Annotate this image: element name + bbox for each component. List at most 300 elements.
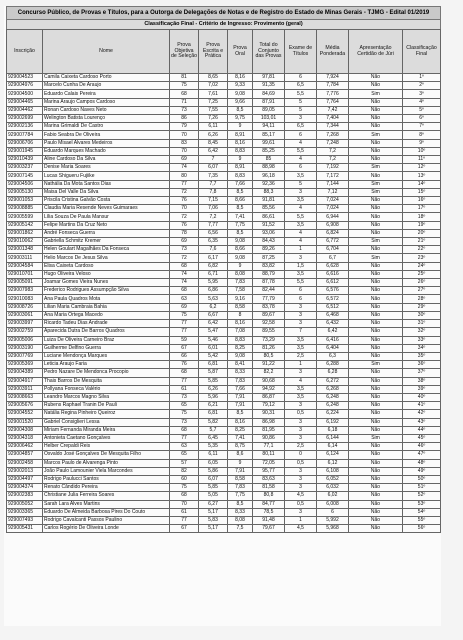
cell-prova-escrita: 6,71 [199, 270, 228, 278]
cell-prova-escrita: 5,17 [199, 525, 228, 533]
cell-media: 6,14 [317, 443, 349, 451]
table-row [7, 328, 441, 336]
cell-prova-oral: 7,41 [228, 213, 253, 221]
table-row [7, 352, 441, 360]
cell-prova-escrita: 6,42 [199, 147, 228, 155]
cell-titulos: 5,5 [285, 213, 317, 221]
cell-nome: Welington Batista Lourenço [43, 115, 170, 123]
cell-total: 86,61 [253, 213, 285, 221]
cell-classificacao: 30º [403, 311, 441, 319]
cell-inscricao: 929008726 [7, 303, 43, 311]
header-certidao-juri: Apresentação Certidão de Júri [349, 30, 403, 74]
cell-classificacao: 37º [403, 369, 441, 377]
cell-prova-oral: 8,08 [228, 270, 253, 278]
cell-classificacao: 54º [403, 508, 441, 516]
cell-total: 77,79 [253, 295, 285, 303]
cell-inscricao: 929007983 [7, 287, 43, 295]
cell-titulos: 3,5 [285, 336, 317, 344]
cell-prova-oral: 8,66 [228, 197, 253, 205]
cell-nome: João Paulo Lamounier Viela Marcondes [43, 467, 170, 475]
cell-media: 6,7 [317, 254, 349, 262]
cell-prova-escrita: 6,2 [199, 303, 228, 311]
cell-classificacao: 26º [403, 279, 441, 287]
cell-titulos: 5,5 [285, 90, 317, 98]
cell-prova-objetiva: 63 [170, 295, 199, 303]
cell-prova-objetiva: 76 [170, 361, 199, 369]
cell-nome: Camila Caixeta Cardoso Porto [43, 74, 170, 82]
cell-media: 6,3 [317, 352, 349, 360]
table-row [7, 131, 441, 139]
cell-nome: Eduardo De Almeida Barbosa Pires Do Couto [43, 508, 170, 516]
cell-inscricao: 929007493 [7, 516, 43, 524]
cell-media: 6,572 [317, 295, 349, 303]
cell-total: 91,35 [253, 82, 285, 90]
table-row [7, 516, 441, 524]
cell-prova-escrita: 7,06 [199, 205, 228, 213]
cell-nome: Lilian Maria Cambraia Bahia [43, 303, 170, 311]
header-total: Total do Conjunto das Provas [253, 30, 285, 74]
cell-prova-escrita: 6,86 [199, 287, 228, 295]
cell-nome: Marcelo Cunha De Araujo [43, 82, 170, 90]
cell-media: 6,824 [317, 229, 349, 237]
cell-prova-oral: 8,33 [228, 369, 253, 377]
cell-prova-escrita: 5,87 [199, 369, 228, 377]
cell-classificacao: 22º [403, 246, 441, 254]
cell-titulos: 7 [285, 328, 317, 336]
cell-prova-objetiva: 73 [170, 393, 199, 401]
cell-titulos: 0,5 [285, 459, 317, 467]
cell-media: 6,224 [317, 410, 349, 418]
table-row [7, 123, 441, 131]
table-row [7, 525, 441, 533]
cell-prova-objetiva: 77 [170, 516, 199, 524]
cell-prova-oral: 9,75 [228, 115, 253, 123]
cell-total: 80,5 [253, 352, 285, 360]
cell-nome: Carlos Rogério De Oliveira Londe [43, 525, 170, 533]
cell-total: 94,11 [253, 123, 285, 131]
cell-inscricao: 929003190 [7, 344, 43, 352]
table-row [7, 180, 441, 188]
cell-certidao-juri: Não [349, 106, 403, 114]
cell-media: 7,192 [317, 164, 349, 172]
table-row [7, 262, 441, 270]
cell-prova-escrita: 6,26 [199, 131, 228, 139]
cell-nome: Marina Grimaldi De Castro [43, 123, 170, 131]
cell-prova-escrita: 6,67 [199, 311, 228, 319]
cell-prova-oral: 9,08 [228, 90, 253, 98]
table-row [7, 90, 441, 98]
cell-prova-oral: 7,66 [228, 180, 253, 188]
cell-total: 85,17 [253, 131, 285, 139]
cell-total: 85,25 [253, 147, 285, 155]
cell-inscricao: 929003237 [7, 164, 43, 172]
cell-total: 90,68 [253, 377, 285, 385]
cell-certidao-juri: Não [349, 475, 403, 483]
cell-titulos: 3 [285, 426, 317, 434]
cell-certidao-juri: Não [349, 328, 403, 336]
cell-certidao-juri: Não [349, 115, 403, 123]
cell-prova-oral: 8,66 [228, 246, 253, 254]
cell-prova-objetiva: 75 [170, 410, 199, 418]
cell-titulos: 3 [285, 254, 317, 262]
cell-prova-objetiva: 75 [170, 484, 199, 492]
cell-certidao-juri: Não [349, 467, 403, 475]
cell-media: 7,924 [317, 74, 349, 82]
table-row [7, 320, 441, 328]
cell-certidao-juri: Não [349, 426, 403, 434]
cell-classificacao: 9º [403, 139, 441, 147]
cell-prova-oral: 7,75 [228, 221, 253, 229]
cell-certidao-juri: Não [349, 410, 403, 418]
cell-total: 82,2 [253, 369, 285, 377]
cell-inscricao: 929007784 [7, 131, 43, 139]
cell-prova-objetiva: 75 [170, 311, 199, 319]
cell-nome: Leticia Araujo Faria [43, 361, 170, 369]
cell-classificacao: 32º [403, 328, 441, 336]
cell-prova-oral: 7,83 [228, 377, 253, 385]
cell-total: 85,56 [253, 205, 285, 213]
cell-certidao-juri: Não [349, 393, 403, 401]
cell-titulos: 2,5 [285, 443, 317, 451]
cell-prova-escrita: 6,56 [199, 229, 228, 237]
table-row [7, 385, 441, 393]
cell-total: 96,18 [253, 172, 285, 180]
cell-nome: Frederico Rodrigues Assumpção Silva [43, 287, 170, 295]
cell-inscricao: 929005431 [7, 525, 43, 533]
header-prova-objetiva: Prova Objetiva de Seleção [170, 30, 199, 74]
cell-media: 7,144 [317, 180, 349, 188]
header-prova-escrita: Prova Escrita e Prática [199, 30, 228, 74]
cell-nome: Thais Barros De Mesquita [43, 377, 170, 385]
cell-inscricao: 929004389 [7, 369, 43, 377]
cell-classificacao: 46º [403, 443, 441, 451]
cell-titulos: 3 [285, 320, 317, 328]
cell-inscricao: 929001348 [7, 246, 43, 254]
table-row [7, 246, 441, 254]
cell-classificacao: 52º [403, 492, 441, 500]
cell-classificacao: 48º [403, 459, 441, 467]
cell-nome: Priscila Cristina Galvão Costa [43, 197, 170, 205]
table-row [7, 156, 441, 164]
cell-certidao-juri: Não [349, 213, 403, 221]
cell-inscricao: 929005130 [7, 188, 43, 196]
cell-inscricao: 929010439 [7, 156, 43, 164]
cell-prova-objetiva: 73 [170, 106, 199, 114]
cell-total: 85 [253, 156, 285, 164]
cell-prova-oral: 8,33 [228, 508, 253, 516]
cell-total: 78,5 [253, 508, 285, 516]
cell-prova-oral: 8,25 [228, 344, 253, 352]
cell-certidao-juri: Sim [349, 90, 403, 98]
cell-prova-oral: 8,08 [228, 516, 253, 524]
cell-titulos: 0 [285, 451, 317, 459]
cell-media: 5,992 [317, 516, 349, 524]
cell-media: 7,784 [317, 82, 349, 90]
cell-inscricao: 929002136 [7, 123, 43, 131]
cell-prova-objetiva: 74 [170, 270, 199, 278]
cell-prova-oral: 9,66 [228, 98, 253, 106]
cell-prova-objetiva: 79 [170, 123, 199, 131]
cell-prova-escrita: 6,07 [199, 475, 228, 483]
cell-total: 89,55 [253, 328, 285, 336]
table-row [7, 402, 441, 410]
cell-media: 7,172 [317, 172, 349, 180]
cell-inscricao: 929004500 [7, 90, 43, 98]
cell-prova-objetiva: 60 [170, 475, 199, 483]
cell-prova-oral: 8 [228, 311, 253, 319]
cell-titulos: 2,5 [285, 352, 317, 360]
cell-prova-objetiva: 75 [170, 82, 199, 90]
cell-certidao-juri: Não [349, 82, 403, 90]
cell-classificacao: 21º [403, 238, 441, 246]
cell-inscricao: 929008663 [7, 393, 43, 401]
cell-prova-objetiva: 76 [170, 197, 199, 205]
cell-classificacao: 31º [403, 320, 441, 328]
cell-certidao-juri: Não [349, 484, 403, 492]
cell-nome: André Fonseca Guerra [43, 229, 170, 237]
cell-titulos: 4 [285, 156, 317, 164]
table-header-row [7, 30, 441, 74]
cell-nome: Pedro Nazare De Mendonca Procopio [43, 369, 170, 377]
cell-inscricao: 929003911 [7, 385, 43, 393]
table-row [7, 475, 441, 483]
cell-inscricao: 929004318 [7, 434, 43, 442]
cell-media: 6,248 [317, 402, 349, 410]
cell-certidao-juri: Não [349, 295, 403, 303]
cell-prova-oral: 9,16 [228, 295, 253, 303]
cell-inscricao: 929004506 [7, 180, 43, 188]
classification-table [6, 29, 441, 533]
table-row [7, 74, 441, 82]
cell-prova-oral: 7,91 [228, 467, 253, 475]
cell-total: 73,29 [253, 336, 285, 344]
cell-media: 6,28 [317, 369, 349, 377]
cell-prova-objetiva: 72 [170, 254, 199, 262]
cell-titulos: 6 [285, 74, 317, 82]
cell-prova-oral: 9 [228, 123, 253, 131]
cell-media: 6,432 [317, 320, 349, 328]
cell-classificacao: 44º [403, 426, 441, 434]
cell-prova-oral: 7,08 [228, 328, 253, 336]
cell-media: 6,144 [317, 434, 349, 442]
cell-classificacao: 20º [403, 229, 441, 237]
cell-nome: Marcos Paulo de Alvarenga Pinto [43, 459, 170, 467]
cell-titulos: 5 [285, 106, 317, 114]
cell-nome: Paulo Misael Alvares Medeiros [43, 139, 170, 147]
cell-media: 7,024 [317, 205, 349, 213]
cell-media: 7,268 [317, 131, 349, 139]
cell-media: 6 [317, 508, 349, 516]
header-nome: Nome [43, 30, 170, 74]
cell-inscricao: 929004462 [7, 106, 43, 114]
cell-titulos: 5 [285, 180, 317, 188]
cell-prova-oral: 9,33 [228, 82, 253, 90]
cell-classificacao: 49º [403, 467, 441, 475]
cell-titulos: 4,5 [285, 525, 317, 533]
cell-classificacao: 51º [403, 484, 441, 492]
cell-prova-oral: 9,08 [228, 352, 253, 360]
cell-prova-escrita: 7,2 [199, 213, 228, 221]
cell-media: 6,032 [317, 484, 349, 492]
cell-prova-escrita: 6,01 [199, 344, 228, 352]
cell-prova-escrita: 5,7 [199, 426, 228, 434]
cell-certidao-juri: Não [349, 377, 403, 385]
cell-prova-oral: 8,5 [228, 410, 253, 418]
cell-prova-objetiva: 74 [170, 164, 199, 172]
cell-nome: Luciane Mendonça Marques [43, 352, 170, 360]
cell-nome: Sarah Lara Alves Martins [43, 500, 170, 508]
cell-media: 6,052 [317, 475, 349, 483]
cell-nome: Gabriel Consiglieri Lessa [43, 418, 170, 426]
cell-titulos: 0,5 [285, 410, 317, 418]
cell-media: 6,288 [317, 361, 349, 369]
cell-certidao-juri: Não [349, 525, 403, 533]
cell-media: 6,612 [317, 279, 349, 287]
cell-classificacao: 1º [403, 74, 441, 82]
cell-prova-oral: 9,08 [228, 254, 253, 262]
cell-prova-escrita: 5,42 [199, 352, 228, 360]
cell-prova-objetiva: 67 [170, 344, 199, 352]
cell-titulos: 3 [285, 311, 317, 319]
cell-titulos: 4,5 [285, 492, 317, 500]
cell-prova-escrita: 6,42 [199, 320, 228, 328]
cell-classificacao: 28º [403, 295, 441, 303]
cell-inscricao: 929005369 [7, 361, 43, 369]
table-row [7, 426, 441, 434]
cell-inscricao: 929004523 [7, 74, 43, 82]
table-row [7, 213, 441, 221]
cell-nome: Gabriella Schmitz Kremer [43, 238, 170, 246]
cell-prova-oral: 7,75 [228, 492, 253, 500]
cell-nome: Helen Goulart Magalhães Da Fonseca [43, 246, 170, 254]
cell-prova-escrita: 7 [199, 156, 228, 164]
cell-certidao-juri: Não [349, 492, 403, 500]
cell-nome: Ana Maria Ortega Macedo [43, 311, 170, 319]
cell-media: 6,468 [317, 311, 349, 319]
cell-prova-escrita: 6,26 [199, 385, 228, 393]
cell-certidao-juri: Não [349, 385, 403, 393]
cell-media: 6,272 [317, 377, 349, 385]
cell-prova-escrita: 7,15 [199, 197, 228, 205]
cell-certidao-juri: Não [349, 369, 403, 377]
cell-titulos: 4 [285, 205, 317, 213]
cell-nome: Luiza De Oliveira Carneiro Braz [43, 336, 170, 344]
cell-total: 87,78 [253, 279, 285, 287]
cell-media: 6,268 [317, 385, 349, 393]
cell-prova-objetiva: 70 [170, 205, 199, 213]
cell-prova-objetiva: 61 [170, 385, 199, 393]
cell-inscricao: 929002699 [7, 115, 43, 123]
cell-prova-escrita: 6,35 [199, 238, 228, 246]
cell-media: 6,12 [317, 459, 349, 467]
cell-certidao-juri: Não [349, 98, 403, 106]
cell-classificacao: 40º [403, 393, 441, 401]
cell-prova-objetiva: 65 [170, 402, 199, 410]
cell-titulos: 3 [285, 475, 317, 483]
cell-nome: Aline Cardoso Da Silva [43, 156, 170, 164]
cell-prova-objetiva: 69 [170, 238, 199, 246]
cell-prova-oral: 7,66 [228, 385, 253, 393]
cell-prova-oral: 8,5 [228, 106, 253, 114]
cell-nome: Nathália Da Mota Santos Dias [43, 180, 170, 188]
cell-prova-oral: 8,5 [228, 205, 253, 213]
table-row [7, 106, 441, 114]
cell-prova-escrita: 6,27 [199, 500, 228, 508]
cell-inscricao: 929002458 [7, 459, 43, 467]
cell-prova-oral: 7,41 [228, 434, 253, 442]
cell-certidao-juri: Não [349, 459, 403, 467]
cell-prova-objetiva: 77 [170, 434, 199, 442]
cell-prova-objetiva: 68 [170, 262, 199, 270]
cell-total: 86,87 [253, 393, 285, 401]
cell-inscricao: 929003997 [7, 320, 43, 328]
cell-inscricao: 929010062 [7, 238, 43, 246]
header-media: Média Ponderada [317, 30, 349, 74]
cell-classificacao: 3º [403, 90, 441, 98]
table-row [7, 205, 441, 213]
cell-classificacao: 17º [403, 205, 441, 213]
cell-prova-oral: 8,16 [228, 139, 253, 147]
cell-prova-escrita: 7,8 [199, 188, 228, 196]
cell-certidao-juri: Não [349, 246, 403, 254]
cell-prova-oral: 7,58 [228, 287, 253, 295]
cell-nome: Lília Souza De Paula Mansur [43, 213, 170, 221]
cell-certidao-juri: Sim [349, 434, 403, 442]
cell-inscricao: 929004917 [7, 377, 43, 385]
cell-classificacao: 53º [403, 500, 441, 508]
cell-prova-objetiva: 59 [170, 336, 199, 344]
table-row [7, 221, 441, 229]
cell-certidao-juri: Não [349, 418, 403, 426]
cell-prova-objetiva: 77 [170, 180, 199, 188]
table-row [7, 467, 441, 475]
cell-media: 7,42 [317, 106, 349, 114]
cell-titulos: 3 [285, 369, 317, 377]
table-row [7, 377, 441, 385]
cell-prova-escrita: 5,82 [199, 418, 228, 426]
cell-total: 84,43 [253, 238, 285, 246]
cell-prova-escrita: 8,65 [199, 74, 228, 82]
table-row [7, 410, 441, 418]
cell-inscricao: 929010701 [7, 270, 43, 278]
cell-media: 7,248 [317, 139, 349, 147]
cell-prova-objetiva: 61 [170, 508, 199, 516]
cell-total: 83,82 [253, 262, 285, 270]
cell-media: 6,616 [317, 270, 349, 278]
cell-certidao-juri: Não [349, 262, 403, 270]
cell-titulos: 1 [285, 361, 317, 369]
cell-inscricao: 929005676 [7, 402, 43, 410]
cell-total: 84,77 [253, 500, 285, 508]
cell-prova-oral: 9 [228, 156, 253, 164]
cell-classificacao: 34º [403, 344, 441, 352]
cell-inscricao: 929005142 [7, 221, 43, 229]
cell-nome: Miriam Fernanda Miranda Meira [43, 426, 170, 434]
cell-prova-objetiva: 71 [170, 98, 199, 106]
cell-inscricao: 929004976 [7, 82, 43, 90]
cell-inscricao: 929001862 [7, 229, 43, 237]
cell-certidao-juri: Sim [349, 164, 403, 172]
cell-certidao-juri: Não [349, 123, 403, 131]
cell-total: 87,91 [253, 98, 285, 106]
cell-classificacao: 7º [403, 123, 441, 131]
table-row [7, 484, 441, 492]
table-row [7, 188, 441, 196]
table-row [7, 336, 441, 344]
cell-prova-oral: 8,91 [228, 131, 253, 139]
cell-total: 81,95 [253, 426, 285, 434]
cell-inscricao: 929003111 [7, 254, 43, 262]
